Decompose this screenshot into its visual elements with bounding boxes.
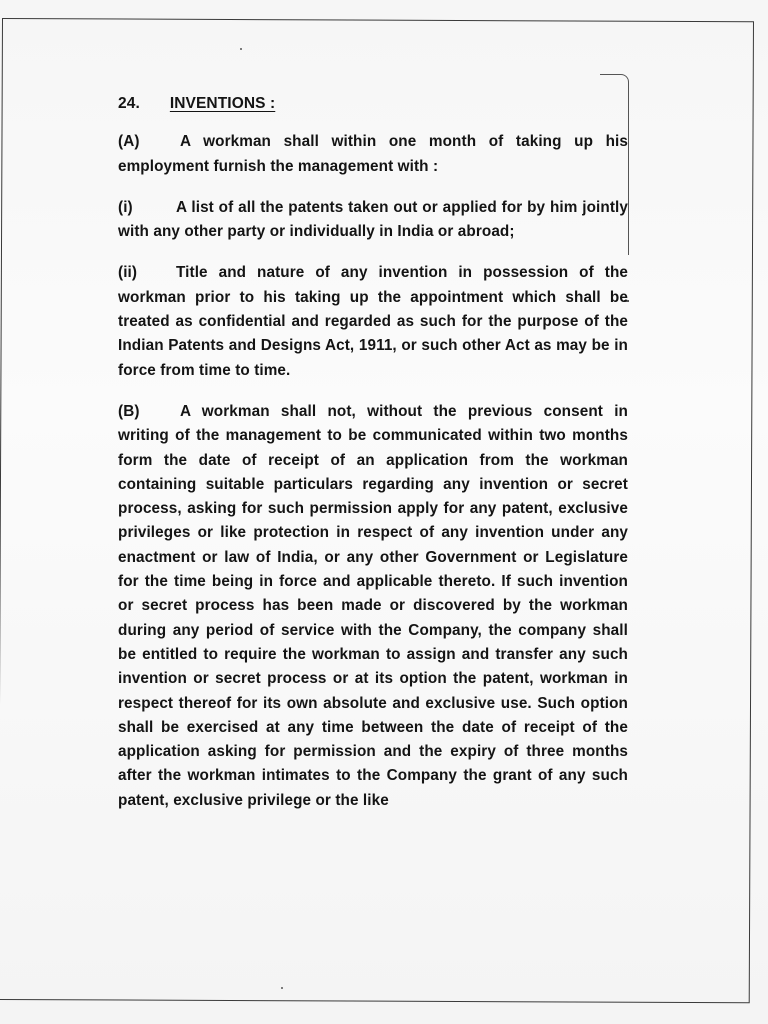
section-title: INVENTIONS :: [169, 95, 276, 112]
paragraph-text: A list of all the patents taken out or applied for by him jointly with any other party or individually in India or abroad;: [118, 198, 628, 241]
scan-speck: [281, 987, 283, 989]
paragraph-a: [118, 130, 628, 179]
paragraph-label: (ii): [118, 264, 138, 282]
scan-speck: [240, 48, 242, 50]
paragraph-text: A workman shall not, without the previous consent in writing of the management to be communicated within two months form the date of receipt of an application from the workman containing suitable particulars regarding any invention or secret process, asking for such permission apply for any patent, exclusive privileges or like protection in respect of any invention under any enactment or law of India, or any other Government or Legislature for the time being in force and applicable thereto. If such invention or secret process has been made or discovered by the workman during any period of service with the Company, the company shall be entitled to require the workman to assign and transfer any such invention or secret process or at its option the patent, workman in respect thereof for its own absolute and exclusive use. Such option shall be exercised at any time between the date of receipt of the application asking for permission and the expiry of three months after the workman intimates to the Company the grant of any such patent, exclusive privilege or the like: [118, 402, 628, 809]
paragraph-label: (B): [118, 402, 140, 420]
paragraph-a-ii: [118, 261, 628, 382]
document-body: [118, 92, 628, 830]
paragraph-label: (A): [118, 133, 140, 151]
section-heading: [118, 92, 628, 116]
paragraph-b: [118, 400, 628, 813]
section-number: 24.: [118, 95, 140, 112]
paragraph-text: A workman shall within one month of taking up his employment furnish the management with :: [118, 133, 628, 175]
paragraph-a-i: [118, 196, 628, 245]
paragraph-text: Title and nature of any invention in possession of the workman prior to his taking up the appointment which shall be treated as confidential and regarded as such for the purpose of the Indian Patents and Designs Act, 1911, or such other Act as may be in force from time to time.: [118, 264, 628, 379]
paragraph-label: (i): [118, 198, 133, 216]
